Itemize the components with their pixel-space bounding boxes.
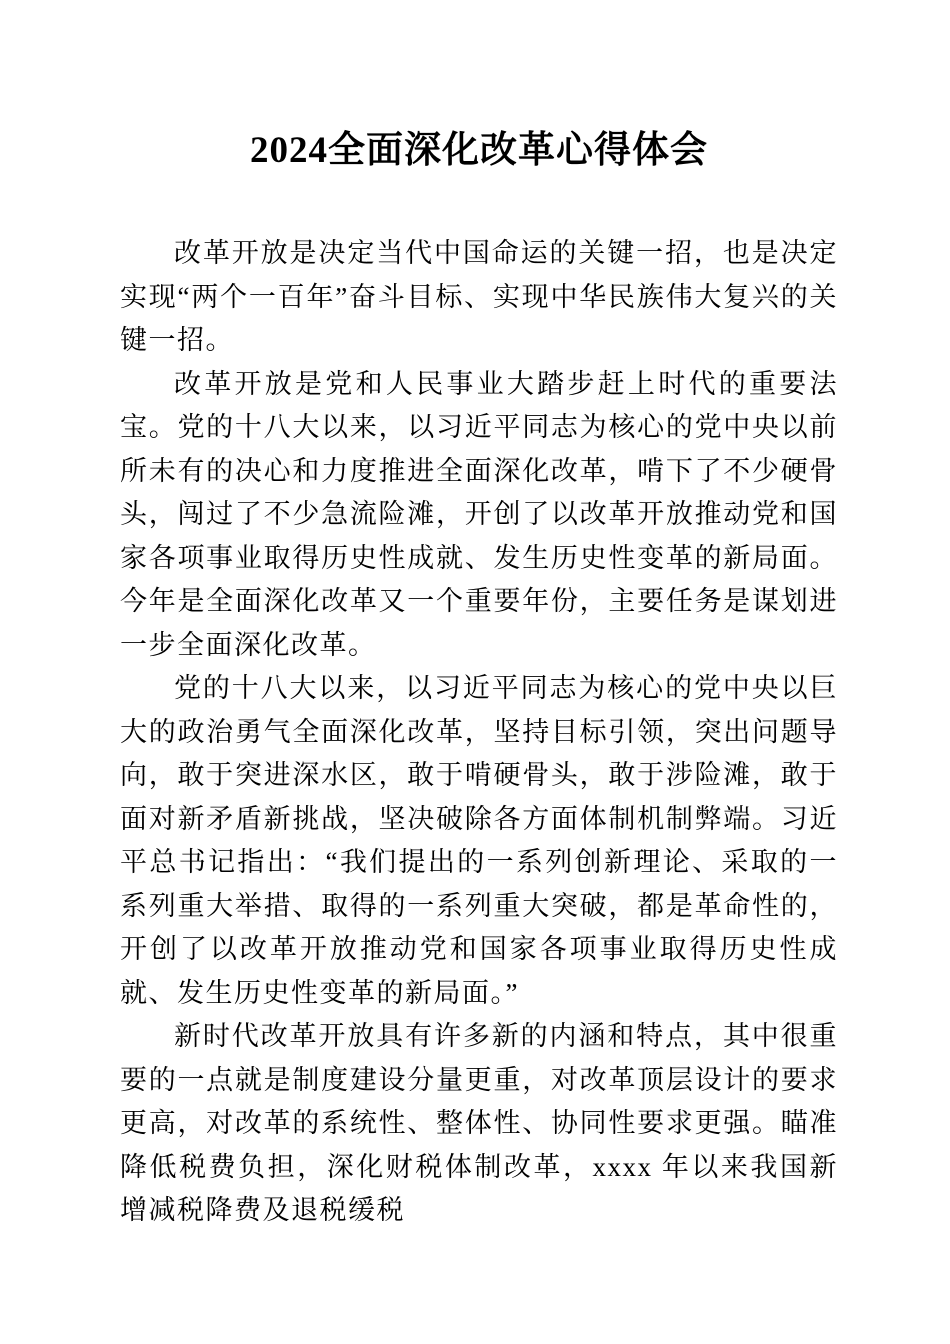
paragraph-4: 新时代改革开放具有许多新的内涵和特点，其中很重要的一点就是制度建设分量更重，对改革顶层设计的要求更高，对改革的系统性、整体性、协同性要求更强。瞄准降低税费负担，深化财税体制改革，xxxx 年以来我国新增减税降费及退税缓税 bbox=[120, 1021, 838, 1225]
document-title: 2024全面深化改革心得体会 bbox=[250, 130, 708, 171]
paragraph-1: 改革开放是决定当代中国命运的关键一招，也是决定实现“两个一百年”奋斗目标、实现中华民族伟大复兴的关键一招。 bbox=[120, 238, 838, 355]
document-body bbox=[120, 232, 838, 1233]
paragraph-3: 党的十八大以来，以习近平同志为核心的党中央以巨大的政治勇气全面深化改革，坚持目标引领，突出问题导向，敢于突进深水区，敢于啃硬骨头，敢于涉险滩，敢于面对新矛盾新挑战，坚决破除各方面体制机制弊端。习近平总书记指出：“我们提出的一系列创新理论、采取的一系列重大举措、取得的一系列重大突破，都是革命性的，开创了以改革开放推动党和国家各项事业取得历史性成就、发生历史性变革的新局面。” bbox=[120, 673, 838, 1008]
paragraph-2: 改革开放是党和人民事业大踏步赶上时代的重要法宝。党的十八大以来，以习近平同志为核心的党中央以前所未有的决心和力度推进全面深化改革，啃下了不少硬骨头，闯过了不少急流险滩，开创了以改革开放推动党和国家各项事业取得历史性成就、发生历史性变革的新局面。今年是全面深化改革又一个重要年份，主要任务是谋划进一步全面深化改革。 bbox=[120, 368, 838, 660]
